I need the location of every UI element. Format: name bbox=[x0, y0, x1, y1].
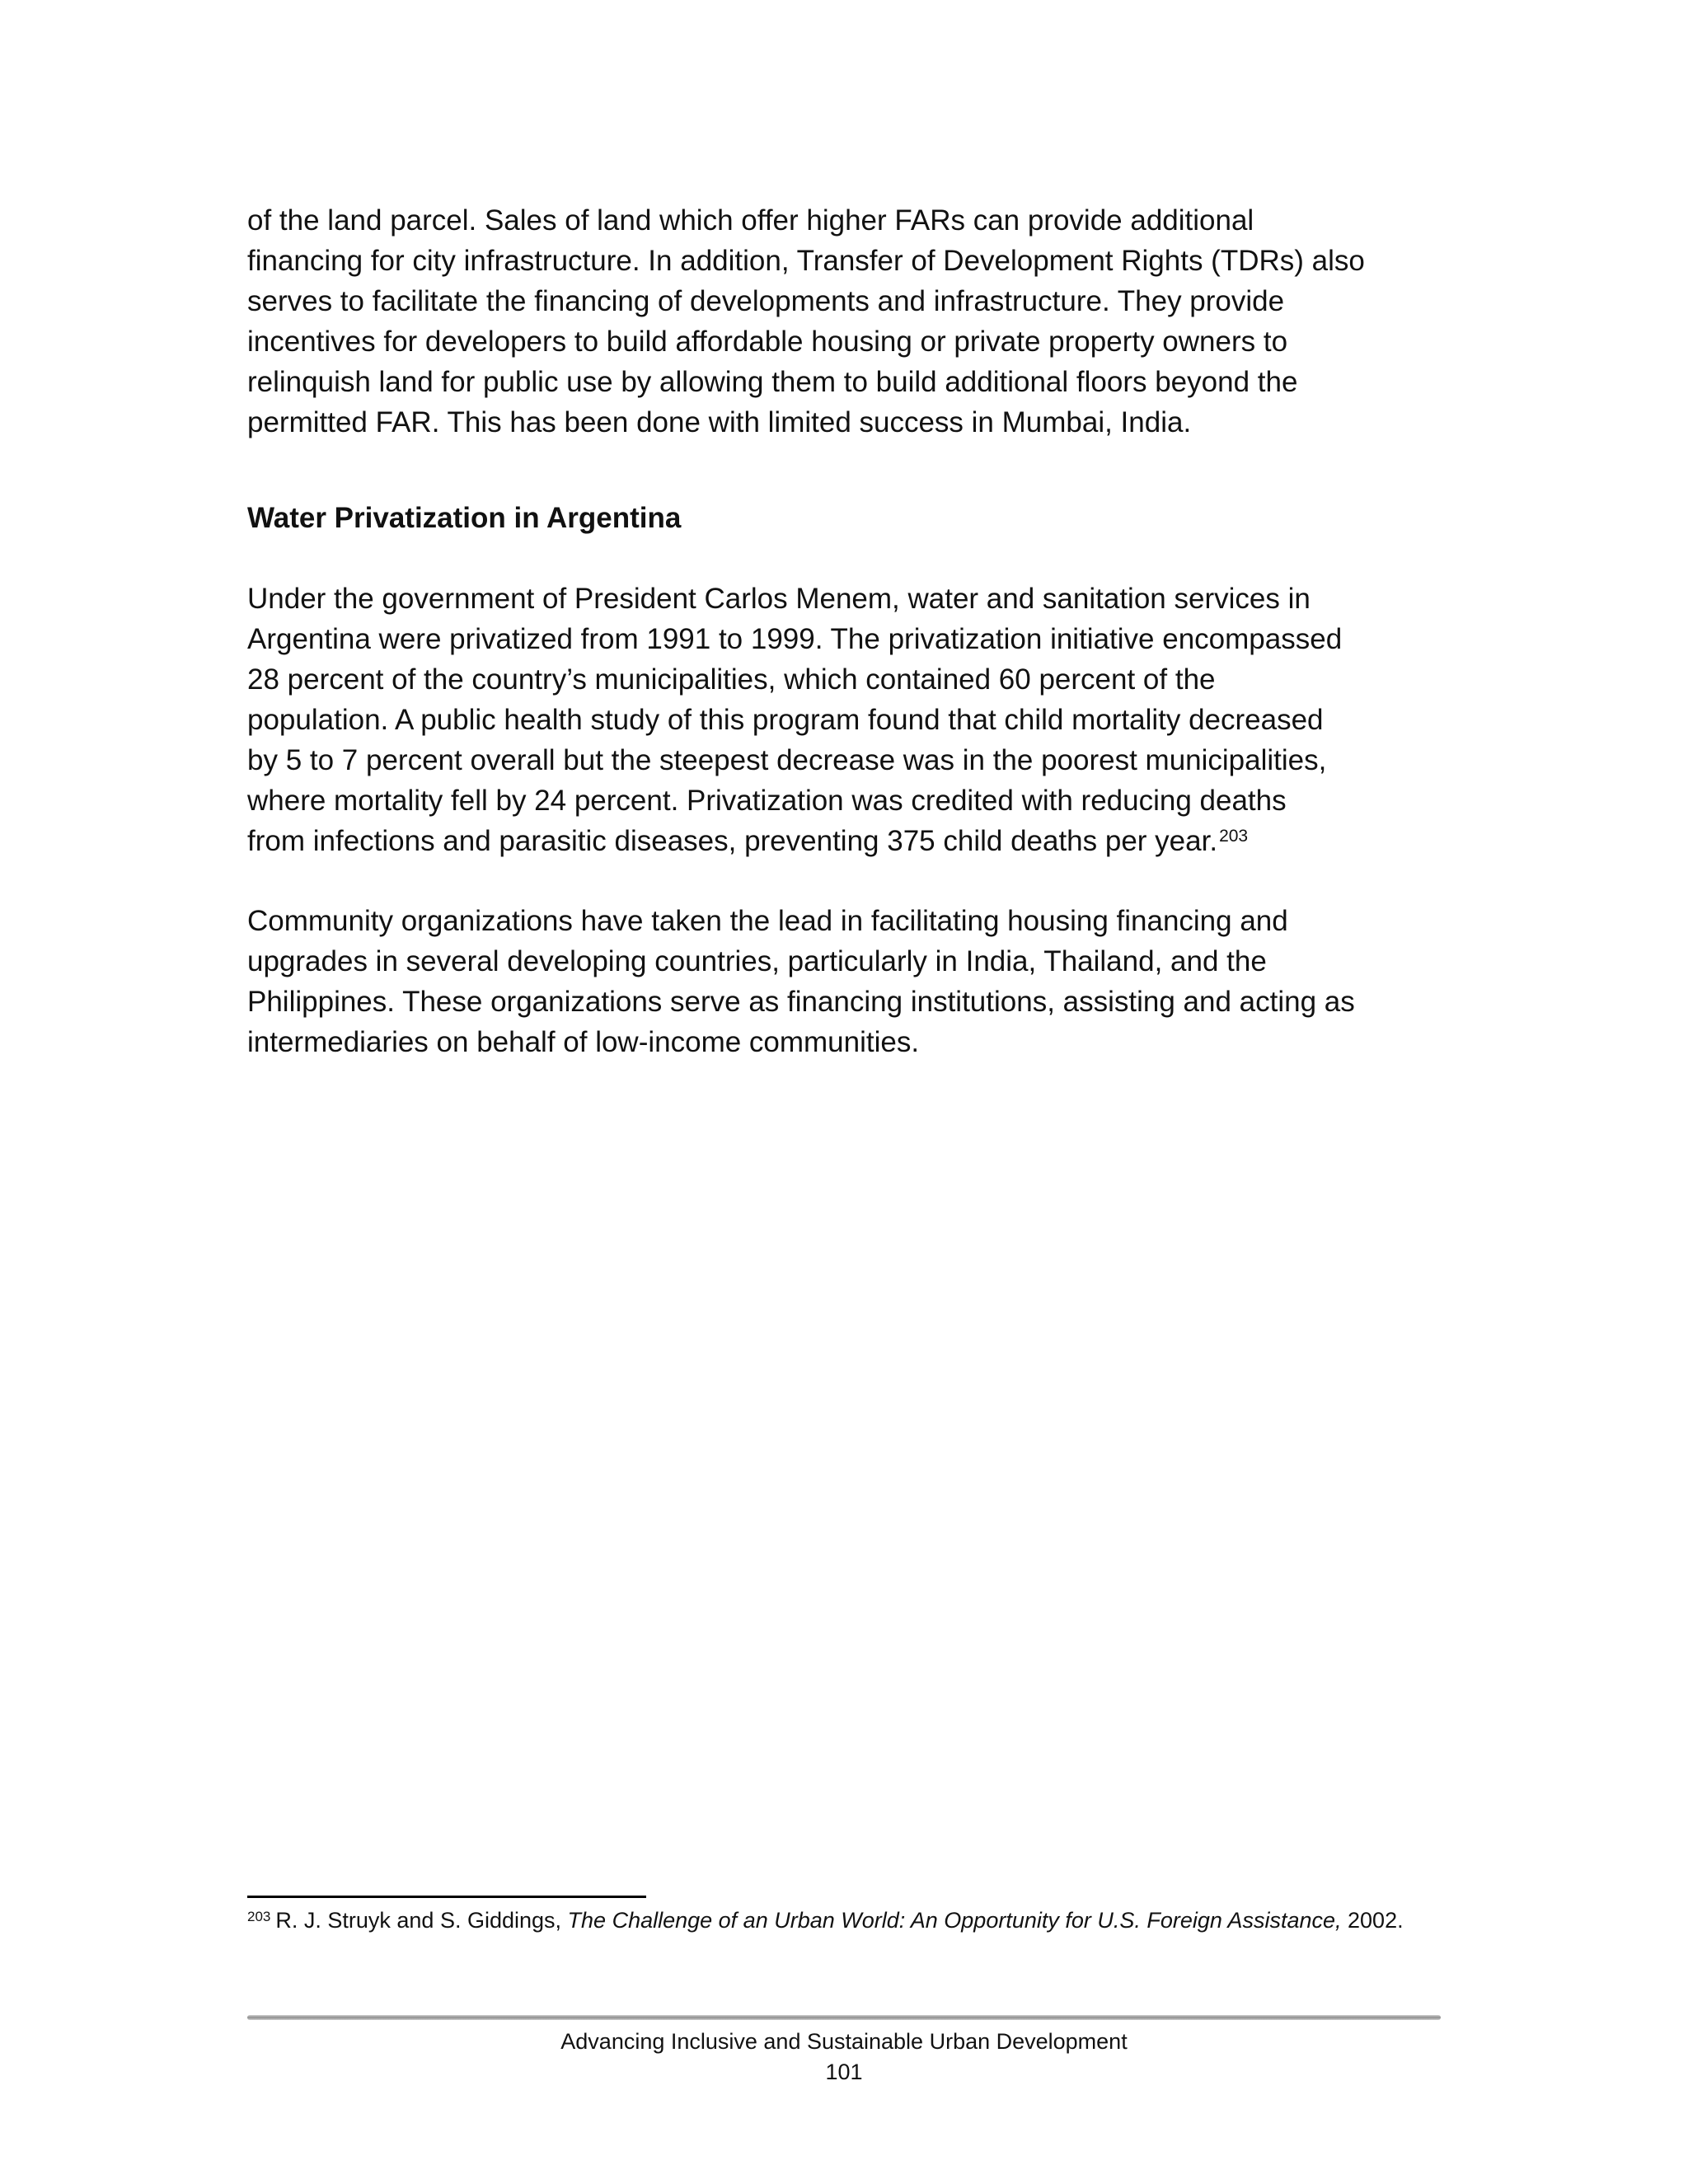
paragraph-line: upgrades in several developing countries, particularly in India, Thailand, and the bbox=[247, 945, 1267, 977]
paragraph-line: Under the government of President Carlos Menem, water and sanitation services in bbox=[247, 583, 1311, 615]
footer-divider bbox=[247, 2015, 1441, 2020]
paragraph-line: permitted FAR. This has been done with limited success in Mumbai, India. bbox=[247, 406, 1192, 438]
paragraph-community-organizations bbox=[247, 901, 1442, 1062]
paragraph-line-last bbox=[247, 821, 1442, 861]
footnote-reference[interactable]: 203 bbox=[1219, 827, 1249, 846]
paragraph-line: Community organizations have taken the lead in facilitating housing financing and bbox=[247, 905, 1288, 937]
paragraph-line: relinquish land for public use by allowing them to build additional floors beyond the bbox=[247, 366, 1298, 398]
footnote-divider bbox=[247, 1896, 646, 1898]
footnote-authors: R. J. Struyk and S. Giddings, bbox=[275, 1908, 562, 1933]
paragraph-line: Argentina were privatized from 1991 to 1999. The privatization initiative encompassed bbox=[247, 623, 1343, 655]
paragraph-land-financing bbox=[247, 200, 1442, 443]
footer-title: Advancing Inclusive and Sustainable Urban Development bbox=[560, 2029, 1128, 2054]
paragraph-line: of the land parcel. Sales of land which offer higher FARs can provide additional bbox=[247, 204, 1254, 237]
paragraph-line: population. A public health study of this program found that child mortality decreased bbox=[247, 704, 1324, 736]
paragraph-line: Philippines. These organizations serve as financing institutions, assisting and acting as bbox=[247, 986, 1355, 1018]
footnote bbox=[247, 1905, 1404, 1935]
paragraph-line: incentives for developers to build affordable housing or private property owners to bbox=[247, 326, 1288, 358]
footnote-year: 2002. bbox=[1348, 1908, 1404, 1933]
paragraph-line-text: from infections and parasitic diseases, preventing 375 child deaths per year. bbox=[247, 825, 1218, 857]
paragraph-water-privatization bbox=[247, 579, 1442, 861]
section-heading: Water Privatization in Argentina bbox=[247, 502, 682, 534]
paragraph-line: by 5 to 7 percent overall but the steepest decrease was in the poorest municipalities, bbox=[247, 744, 1327, 776]
page-number: 101 bbox=[825, 2060, 863, 2084]
paragraph-line: serves to facilitate the financing of developments and infrastructure. They provide bbox=[247, 285, 1285, 317]
paragraph-line: 28 percent of the country’s municipalities, which contained 60 percent of the bbox=[247, 663, 1216, 696]
paragraph-line: financing for city infrastructure. In addition, Transfer of Development Rights (TDRs) also bbox=[247, 245, 1365, 277]
footnote-number: 203 bbox=[247, 1909, 271, 1924]
paragraph-line: intermediaries on behalf of low-income communities. bbox=[247, 1026, 920, 1058]
footnote-title: The Challenge of an Urban World: An Opportunity for U.S. Foreign Assistance, bbox=[567, 1908, 1342, 1933]
paragraph-line: where mortality fell by 24 percent. Privatization was credited with reducing deaths bbox=[247, 785, 1287, 817]
